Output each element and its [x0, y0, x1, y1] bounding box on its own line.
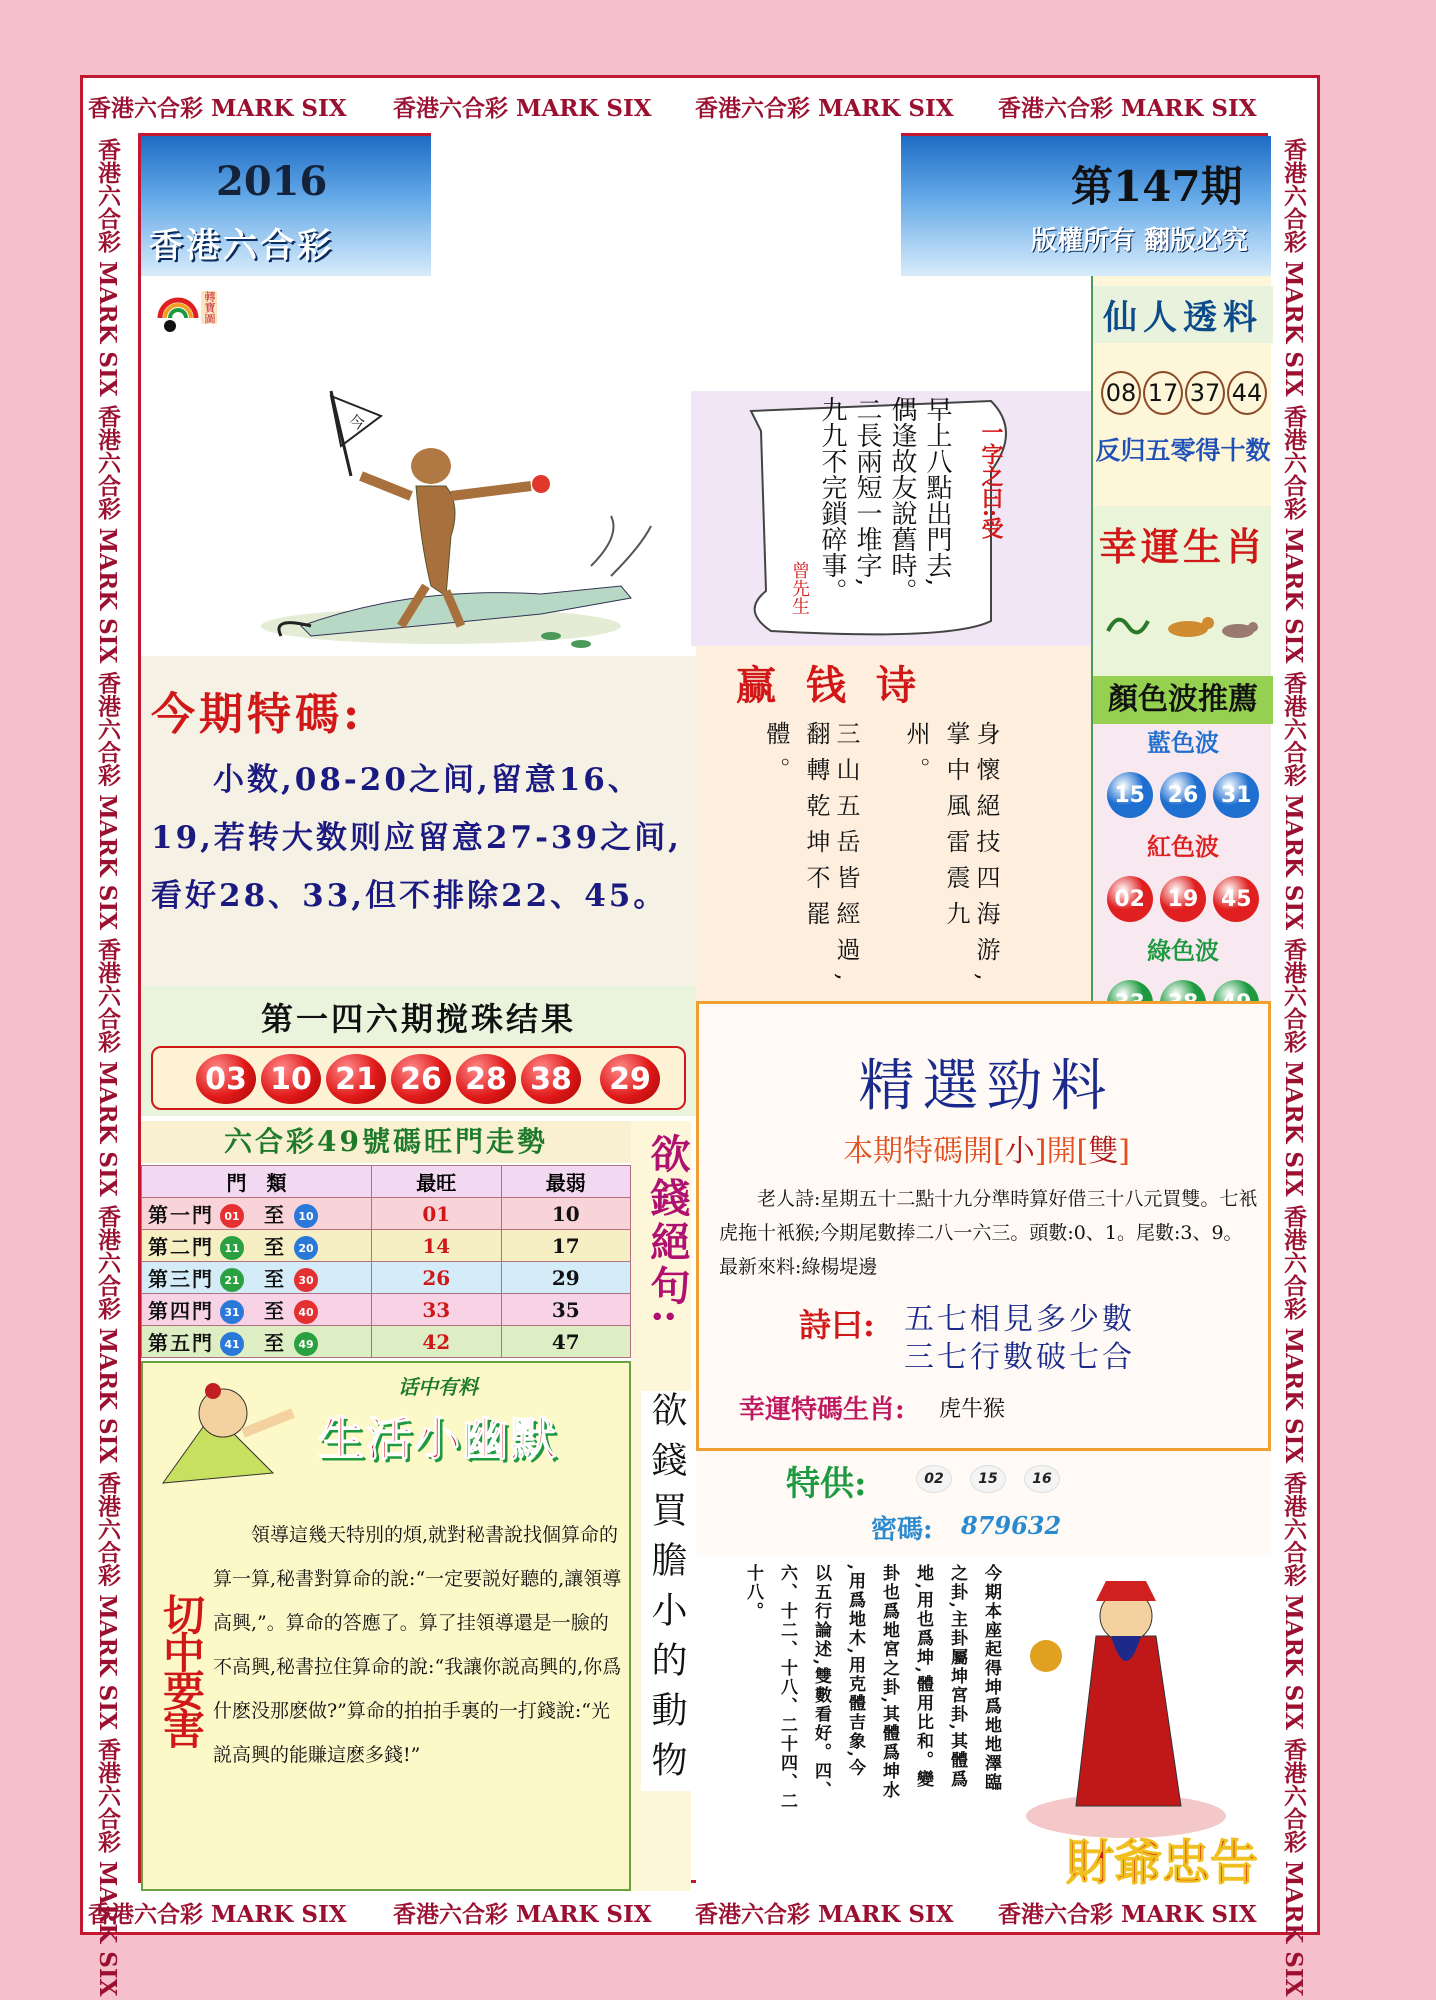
border-bottom-2: 香港六合彩 MARK SIX — [393, 1901, 652, 1928]
door-table-wrap — [141, 1165, 631, 1358]
caiye-line: ,用爲地木,用克體吉象,今 — [845, 1564, 865, 1778]
page-frame — [80, 75, 1320, 1997]
door-range-cell — [142, 1198, 372, 1230]
door-table-title: 六合彩49號碼旺門走勢 — [141, 1121, 631, 1163]
door-row — [142, 1326, 631, 1358]
door-table — [141, 1165, 631, 1358]
header-year: 2016 — [216, 158, 328, 205]
tegong-panel — [696, 1451, 1271, 1556]
jingxuan-shi-line-1: 五七相見多少數 — [904, 1302, 1135, 1337]
jingxuan-panel — [696, 1001, 1271, 1451]
jingxuan-old-poem: 老人詩:星期五十二點十九分準時算好借三十八元買雙。七衹虎拖十衹猴;今期尾數捧二八一六三。頭數:0、1。尾數:3、9。最新來料:綠楊堤邊 — [719, 1188, 1258, 1278]
door-col-header: 最旺 — [372, 1166, 502, 1198]
tegong-number: 02 — [916, 1465, 952, 1493]
money-poem-panel — [631, 1121, 691, 1891]
poem-line-3: 二長兩短一堆字, — [852, 396, 882, 587]
border-right: 香港六合彩 MARK SIX 香港六合彩 MARK SIX 香港六合彩 MARK SIX 香港六合彩 MARK SIX 香港六合彩 MARK SIX 香港六合彩 MARK SIX 香港六合彩 MARK SIX — [1280, 138, 1307, 1997]
door-from-ball: 01 — [220, 1204, 244, 1228]
door-to-word: 至 — [264, 1266, 284, 1291]
door-label: 第三門 — [148, 1266, 214, 1291]
jingxuan-lucky-label: 幸運特碼生肖: — [739, 1395, 905, 1425]
border-top-1: 香港六合彩 MARK SIX — [88, 95, 347, 122]
draw-ball: 03 — [196, 1054, 256, 1104]
door-to-ball: 10 — [294, 1204, 318, 1228]
draw-ball: 10 — [261, 1054, 321, 1104]
color-wave-ball: 02 — [1107, 876, 1153, 922]
border-left: 香港六合彩 MARK SIX 香港六合彩 MARK SIX 香港六合彩 MARK SIX 香港六合彩 MARK SIX 香港六合彩 MARK SIX 香港六合彩 MARK SIX 香港六合彩 MARK SIX — [94, 138, 121, 1997]
door-cold-cell: 17 — [501, 1230, 631, 1262]
win-poem-line-1: 身懷絕技四海游, — [972, 721, 1000, 993]
door-range-cell — [142, 1262, 372, 1294]
color-wave-label: 藍色波 — [1147, 728, 1219, 757]
door-range-cell — [142, 1326, 372, 1358]
win-poem-char: 赢 — [736, 662, 776, 709]
win-poem-char: 诗 — [876, 662, 916, 709]
color-wave-ball: 26 — [1160, 772, 1206, 818]
money-poem-text: 欲錢買膽小的動物 — [641, 1391, 692, 1791]
draw-ball: 21 — [326, 1054, 386, 1104]
jingxuan-shi-line-2: 三七行數破七合 — [904, 1340, 1135, 1375]
border-bottom-4: 香港六合彩 MARK SIX — [998, 1901, 1257, 1928]
teima-text: 小数,08-20之间,留意16、19,若转大数则应留意27-39之间,看好28、33,但不排除22、45。 — [151, 762, 682, 914]
money-poem-title: 欲錢絕句: — [644, 1133, 691, 1328]
rainbow-logo-icon — [156, 288, 200, 338]
door-row — [142, 1294, 631, 1326]
content-area — [138, 133, 1271, 1891]
color-wave-ball: 45 — [1213, 876, 1259, 922]
color-wave-title: 顏色波推薦 — [1093, 676, 1273, 724]
door-hot-cell: 33 — [372, 1294, 502, 1326]
door-from-ball: 31 — [220, 1300, 244, 1324]
humor-text: 領導這幾天特別的煩,就對秘書說找個算命的算一算,秘書對算命的說:“一定要説好聽的,讓領導高興,”。算命的答應了。算了挂領導還是一臉的不高興,秘書拉住算命的說:“我讓你説高興的,你爲什麽没那麽做?”算命的拍拍手裏的一打錢說:“光説高興的能賺這麽多錢!” — [213, 1524, 622, 1766]
door-row — [142, 1230, 631, 1262]
door-hot-cell: 26 — [372, 1262, 502, 1294]
color-wave-groups — [1093, 726, 1273, 1038]
logo-label: 轉寶圖 — [203, 291, 216, 324]
color-wave-ball: 19 — [1160, 876, 1206, 922]
caiye-line: 十八。 — [743, 1564, 763, 1621]
door-to-ball: 40 — [294, 1300, 318, 1324]
jingxuan-subtitle-a: 小 — [1004, 1134, 1035, 1169]
lucky-zodiac-panel — [1091, 506, 1271, 676]
border-top-3: 香港六合彩 MARK SIX — [695, 95, 954, 122]
door-label: 第四門 — [148, 1298, 214, 1323]
lucky-zodiac-title: 幸運生肖 — [1098, 524, 1267, 569]
xianren-number: 17 — [1143, 371, 1183, 415]
xianren-numbers — [1101, 371, 1267, 415]
caiye-title: 財爺忠告 — [1066, 1835, 1259, 1891]
logo-badge — [156, 288, 200, 338]
door-row — [142, 1198, 631, 1230]
door-to-word: 至 — [264, 1330, 284, 1355]
xianren-panel — [1091, 276, 1271, 506]
door-label: 第五門 — [148, 1330, 214, 1355]
win-poem-line-2: 掌中風雷震九州。 — [902, 721, 970, 937]
poem-line-2: 偶逢故友說舊時。 — [887, 396, 917, 604]
caiye-line: 地,用也爲坤,體用比和。變 — [913, 1564, 933, 1789]
color-wave-label: 紅色波 — [1147, 832, 1219, 861]
color-wave-ball: 15 — [1107, 772, 1153, 818]
draw-ball: 26 — [391, 1054, 451, 1104]
poem-author: 曾先生 — [789, 561, 810, 615]
color-wave-balls — [1093, 864, 1273, 934]
door-range-cell — [142, 1294, 372, 1326]
door-hot-cell: 14 — [372, 1230, 502, 1262]
color-wave-label: 綠色波 — [1147, 936, 1219, 965]
last-draw-panel — [141, 986, 696, 1116]
win-poem-title — [736, 654, 916, 711]
humor-side-label: 切中要害 — [157, 1593, 206, 1745]
scroll-poem-panel — [691, 391, 1091, 646]
jingxuan-subtitle-post: ] — [1118, 1134, 1130, 1169]
jingxuan-shi-label: 詩曰: — [799, 1306, 875, 1344]
door-table-panel — [141, 1121, 631, 1361]
door-from-ball: 21 — [220, 1268, 244, 1292]
caiye-line: 以五行論述,雙數看好。四、 — [811, 1564, 831, 1800]
god-of-wealth-icon — [1006, 1556, 1246, 1836]
poem-side-note: 一字之曰:受 — [978, 421, 1004, 540]
door-to-ball: 49 — [294, 1332, 318, 1356]
border-bottom-1: 香港六合彩 MARK SIX — [88, 1901, 347, 1928]
door-cold-cell: 35 — [501, 1294, 631, 1326]
door-hot-cell: 42 — [372, 1326, 502, 1358]
header-issue: 第147期 — [1071, 162, 1243, 211]
jingxuan-subtitle-mid: ]開[ — [1034, 1134, 1089, 1169]
door-to-word: 至 — [264, 1234, 284, 1259]
monkey-illustration — [211, 336, 691, 656]
poem-line-4: 九九不完鎖碎事。 — [817, 396, 847, 604]
win-poem-line-3: 三山五岳皆經過, — [832, 721, 860, 993]
door-col-header: 門 類 — [142, 1166, 372, 1198]
door-cold-cell: 29 — [501, 1262, 631, 1294]
old-man-fan-icon — [153, 1373, 313, 1493]
xianren-number: 44 — [1227, 371, 1267, 415]
door-row — [142, 1262, 631, 1294]
door-to-ball: 30 — [294, 1268, 318, 1292]
last-draw-title: 第一四六期搅珠结果 — [260, 1000, 576, 1038]
jingxuan-subtitle-b: 雙 — [1088, 1134, 1119, 1169]
color-wave-balls — [1093, 760, 1273, 830]
xianren-phrase: 反归五零得十数 — [1095, 436, 1271, 465]
caiye-line: 六、十二、十八、二十四、二 — [777, 1564, 797, 1811]
win-poem-line-4: 翻轉乾坤不罷體。 — [762, 721, 830, 937]
xianren-title: 仙人透料 — [1093, 286, 1273, 343]
door-to-word: 至 — [264, 1202, 284, 1227]
header-brand: 香港六合彩 — [149, 226, 334, 266]
teima-panel — [141, 656, 696, 986]
border-top-2: 香港六合彩 MARK SIX — [393, 95, 652, 122]
xianren-number: 37 — [1185, 371, 1225, 415]
door-cold-cell: 47 — [501, 1326, 631, 1358]
door-from-ball: 41 — [220, 1332, 244, 1356]
door-label: 第二門 — [148, 1234, 214, 1259]
last-draw-balls — [196, 1054, 660, 1104]
poem-line-1: 早上八點出門去, — [922, 396, 952, 587]
border-top-4: 香港六合彩 MARK SIX — [998, 95, 1257, 122]
door-to-word: 至 — [264, 1298, 284, 1323]
win-poem-panel — [696, 646, 1091, 1001]
draw-ball: 28 — [456, 1054, 516, 1104]
jingxuan-subtitle — [699, 1126, 1274, 1170]
draw-ball: 29 — [600, 1054, 660, 1104]
tegong-number: 16 — [1024, 1465, 1060, 1493]
caiye-line: 之卦,主卦屬坤宮卦,其體爲 — [947, 1564, 967, 1789]
border-bottom-3: 香港六合彩 MARK SIX — [695, 1901, 954, 1928]
door-to-ball: 20 — [294, 1236, 318, 1260]
caiye-line: 卦也爲地宮之卦,其體爲坤水 — [879, 1564, 899, 1800]
jingxuan-subtitle-pre: 本期特碼開[ — [843, 1134, 1005, 1169]
color-wave-ball: 31 — [1213, 772, 1259, 818]
color-wave-panel — [1091, 676, 1271, 1001]
caiye-text — [706, 1564, 1006, 1864]
door-from-ball: 11 — [220, 1236, 244, 1260]
tegong-numbers — [916, 1465, 1060, 1493]
humor-panel — [141, 1361, 631, 1891]
jingxuan-lucky-value: 虎牛猴 — [939, 1397, 1006, 1422]
tegong-number: 15 — [970, 1465, 1006, 1493]
flag-char: 今 — [349, 413, 366, 432]
xianren-number: 08 — [1101, 371, 1141, 415]
door-hot-cell: 01 — [372, 1198, 502, 1230]
caiye-panel — [696, 1556, 1271, 1891]
tegong-label: 特供: — [786, 1464, 867, 1504]
win-poem-char: 钱 — [806, 662, 846, 709]
humor-tag: 话中有料 — [398, 1375, 478, 1399]
door-col-header: 最弱 — [501, 1166, 631, 1198]
code-label: 密碼: — [871, 1515, 933, 1545]
jingxuan-title: 精選勁料 — [858, 1054, 1115, 1119]
zodiac-animals-icon — [1103, 591, 1263, 651]
draw-ball: 38 — [521, 1054, 581, 1104]
teima-title: 今期特碼: — [151, 689, 364, 740]
door-cold-cell: 10 — [501, 1198, 631, 1230]
code-value: 879632 — [961, 1511, 1062, 1540]
caiye-line: 今期本座起得坤爲地地澤臨 — [981, 1564, 1001, 1792]
header-copyright: 版權所有 翻版必究 — [1031, 226, 1249, 256]
door-range-cell — [142, 1230, 372, 1262]
humor-title: 生活小幽默 — [318, 1412, 558, 1466]
door-label: 第一門 — [148, 1202, 214, 1227]
